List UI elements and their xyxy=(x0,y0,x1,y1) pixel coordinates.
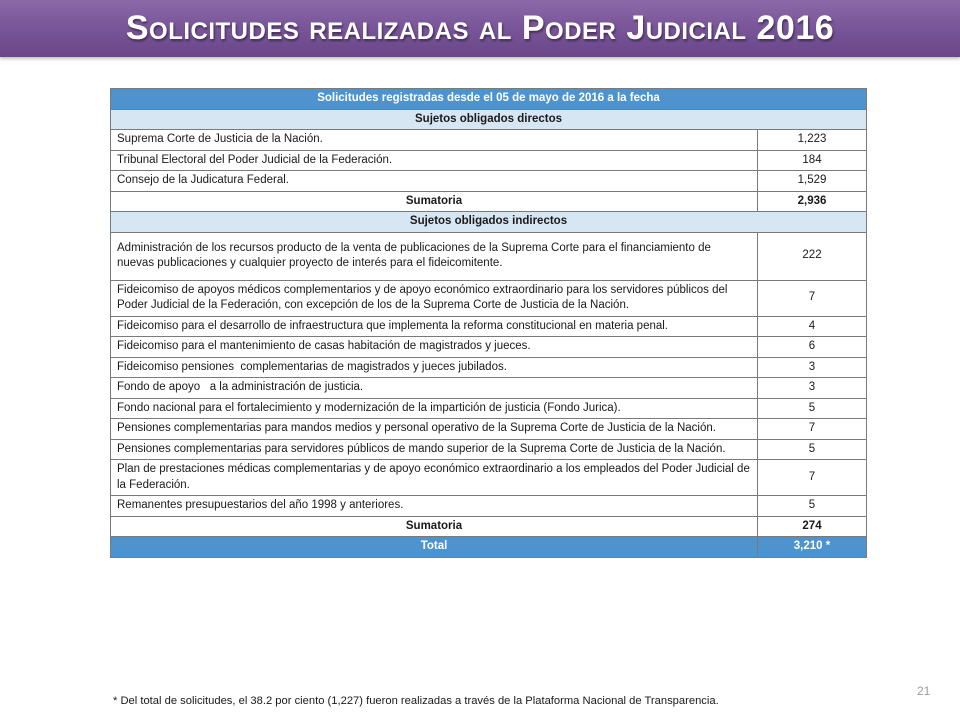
row-value: 7 xyxy=(758,419,867,440)
row-value: 7 xyxy=(758,280,867,316)
table-header-row xyxy=(111,89,867,110)
row-label: Fideicomiso de apoyos médicos complementarios y de apoyo económico extraordinario para los servidores públicos del Poder Judicial de la Federación, con excepción de los de la Suprema Corte de Justicia de la Nación. xyxy=(111,280,758,316)
row-label: Tribunal Electoral del Poder Judicial de la Federación. xyxy=(111,150,758,171)
indirect-sum-row xyxy=(111,516,867,537)
table-row xyxy=(111,357,867,378)
requests-table xyxy=(110,88,867,558)
total-label: Total xyxy=(111,537,758,558)
table-row xyxy=(111,316,867,337)
table-row xyxy=(111,496,867,517)
total-row xyxy=(111,537,867,558)
indirect-sum-label: Sumatoria xyxy=(111,516,758,537)
section-direct-row xyxy=(111,109,867,130)
indirect-sum-value: 274 xyxy=(758,516,867,537)
row-value: 1,529 xyxy=(758,171,867,192)
table-header: Solicitudes registradas desde el 05 de mayo de 2016 a la fecha xyxy=(111,89,867,110)
table-row xyxy=(111,337,867,358)
direct-sum-label: Sumatoria xyxy=(111,191,758,212)
table-row xyxy=(111,439,867,460)
row-value: 6 xyxy=(758,337,867,358)
row-value: 7 xyxy=(758,460,867,496)
slide-title: Solicitudes realizadas al Poder Judicial 2016 xyxy=(125,9,835,47)
table-row xyxy=(111,150,867,171)
row-label: Fondo de apoyo a la administración de justicia. xyxy=(111,378,758,399)
title-banner xyxy=(0,0,960,57)
row-label: Remanentes presupuestarios del año 1998 y anteriores. xyxy=(111,496,758,517)
table-row xyxy=(111,171,867,192)
row-label: Plan de prestaciones médicas complementarias y de apoyo económico extraordinario a los empleados del Poder Judicial de la Federación. xyxy=(111,460,758,496)
row-value: 222 xyxy=(758,232,867,280)
row-label: Pensiones complementarias para mandos medios y personal operativo de la Suprema Corte de Justicia de la Nación. xyxy=(111,419,758,440)
table-row xyxy=(111,460,867,496)
table-row xyxy=(111,232,867,280)
table-row xyxy=(111,398,867,419)
row-value: 5 xyxy=(758,439,867,460)
table-row xyxy=(111,280,867,316)
row-value: 5 xyxy=(758,496,867,517)
row-label: Administración de los recursos producto de la venta de publicaciones de la Suprema Corte para el financiamiento de nuevas publicaciones y cualquier proyecto de interés para el fideicomitente. xyxy=(111,232,758,280)
row-label: Fideicomiso para el desarrollo de infraestructura que implementa la reforma constitucional en materia penal. xyxy=(111,316,758,337)
row-value: 3 xyxy=(758,357,867,378)
table-row xyxy=(111,378,867,399)
row-value: 1,223 xyxy=(758,130,867,151)
section-indirect-row xyxy=(111,212,867,233)
row-label: Fondo nacional para el fortalecimiento y modernización de la impartición de justicia (Fondo Jurica). xyxy=(111,398,758,419)
table-row xyxy=(111,130,867,151)
row-value: 3 xyxy=(758,378,867,399)
page-number: 21 xyxy=(917,684,931,698)
row-value: 184 xyxy=(758,150,867,171)
row-label: Pensiones complementarias para servidores públicos de mando superior de la Suprema Corte de Justicia de la Nación. xyxy=(111,439,758,460)
section-direct-heading: Sujetos obligados directos xyxy=(111,109,867,130)
row-label: Suprema Corte de Justicia de la Nación. xyxy=(111,130,758,151)
footnote: * Del total de solicitudes, el 38.2 por ciento (1,227) fueron realizadas a través de la Plataforma Nacional de Transparencia. xyxy=(113,695,719,707)
section-indirect-heading: Sujetos obligados indirectos xyxy=(111,212,867,233)
direct-sum-value: 2,936 xyxy=(758,191,867,212)
row-label: Consejo de la Judicatura Federal. xyxy=(111,171,758,192)
direct-sum-row xyxy=(111,191,867,212)
table-row xyxy=(111,419,867,440)
row-value: 5 xyxy=(758,398,867,419)
row-value: 4 xyxy=(758,316,867,337)
row-label: Fideicomiso para el mantenimiento de casas habitación de magistrados y jueces. xyxy=(111,337,758,358)
total-value: 3,210 * xyxy=(758,537,867,558)
row-label: Fideicomiso pensiones complementarias de magistrados y jueces jubilados. xyxy=(111,357,758,378)
